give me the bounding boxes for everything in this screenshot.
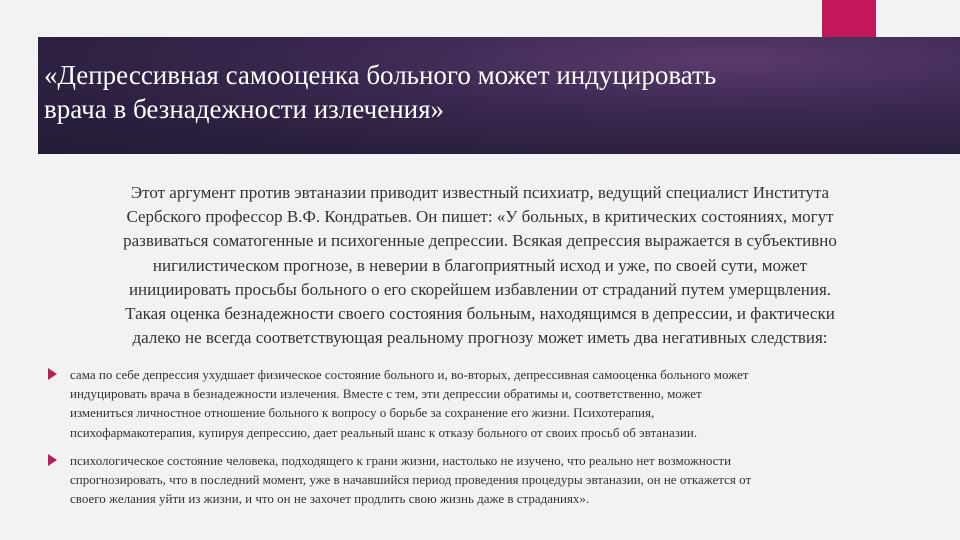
slide-title-line: врача в безнадежности излечения» — [44, 94, 445, 124]
bullet-line: своего желания уйти из жизни, и что он не захочет продлить свою жизнь даже в страданиях». — [70, 491, 590, 507]
slide-title-line: «Депрессивная самооценка больного может индуцировать — [44, 60, 717, 90]
bullet-line: психологическое состояние человека, подходящего к грани жизни, настолько не изучено, что реально нет возможности — [70, 453, 732, 468]
slide-title — [44, 58, 894, 126]
intro-line: нигилистическом прогнозе, в неверии в благоприятный исход и уже, по своей сути, может — [152, 255, 808, 275]
intro-line: далеко не всегда соответствующая реальному прогнозу может иметь два негативных следствия: — [132, 328, 828, 348]
bullet-text — [70, 365, 940, 442]
intro-line: инициировать просьбы больного о его скорейшем избавлении от страданий путем умерщвления. — [128, 279, 832, 299]
intro-line: Сербского профессор В.Ф. Кондратьев. Он пишет: «У больных, в критических состояниях, могут — [126, 207, 834, 227]
intro-line: Этот аргумент против эвтаназии приводит известный психиатр, ведущий специалист Института — [130, 183, 830, 202]
intro-line: развиваться соматогенные и психогенные депрессии. Всякая депрессия выражается в субъективно — [123, 231, 837, 251]
bullet-line: психофармакотерапия, купируя депрессию, дает реальный шанс к отказу больного от своих просьб об эвтаназии. — [70, 424, 698, 440]
triangle-bullet-icon — [48, 368, 57, 380]
bullet-line: сама по себе депрессия ухудшает физическое состояние больного и, во-вторых, депрессивная самооценка больного может — [70, 367, 749, 382]
triangle-bullet-icon — [48, 454, 57, 466]
bullet-line: индуцировать врача в безнадежности излечения. Вместе с тем, эти депрессии обратимы и, соответственно, может — [70, 386, 702, 402]
intro-paragraph — [28, 181, 932, 350]
bullet-text — [70, 451, 940, 509]
intro-line: Такая оценка безнадежности своего состояния больным, находящимся в депрессии, и фактически — [125, 304, 835, 324]
bullet-line: измениться личностное отношение больного к вопросу о борьбе за сохранение его жизни. Психотерапия, — [70, 405, 655, 421]
bullet-line: спрогнозировать, что в последний момент, уже в начавшийся период проведения процедуры эвтаназии, он не откажется от — [70, 472, 752, 488]
